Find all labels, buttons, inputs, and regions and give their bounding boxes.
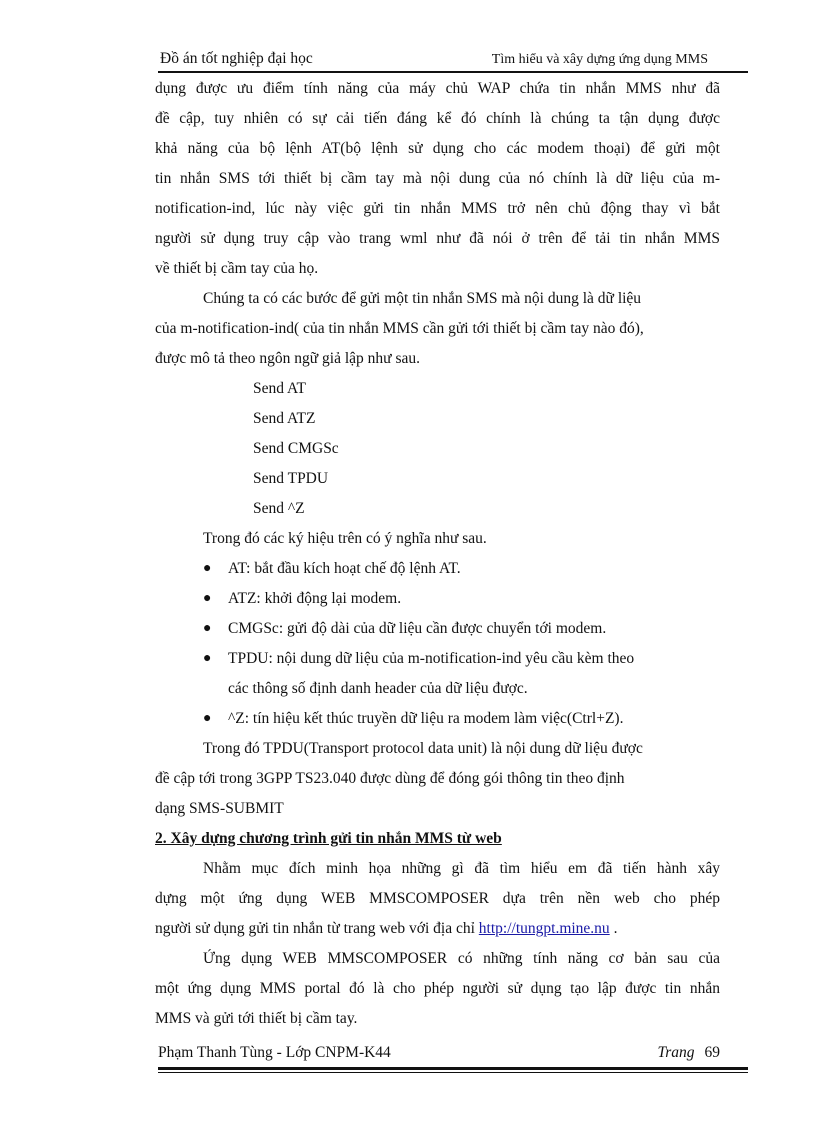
section-heading: 2. Xây dựng chương trình gửi tin nhắn MMS từ web — [155, 830, 502, 847]
bullet-item: ● TPDU: nội dung dữ liệu của m-notification-ind yêu cầu kèm theo — [155, 644, 720, 674]
command-line: Send ^Z — [253, 500, 305, 517]
paragraph-line: Chúng ta có các bước để gửi một tin nhắn SMS mà nội dung là dữ liệu — [203, 290, 642, 307]
paragraph-line: đề cập, tuy nhiên có sự cải tiến đáng kể đó chính là chúng ta tận dụng được — [155, 110, 720, 127]
paragraph-line: dụng được ưu điểm tính năng của máy chủ WAP chứa tin nhắn MMS như đã — [155, 80, 720, 97]
footer-author: Phạm Thanh Tùng - Lớp CNPM-K44 — [158, 1044, 391, 1061]
paragraph-line: MMS và gửi tới thiết bị cầm tay. — [155, 1010, 358, 1027]
footer-page-number: Trang 69 — [657, 1044, 720, 1061]
footer-rule-top — [158, 1067, 748, 1070]
bullet-item: ● CMGSc: gửi độ dài của dữ liệu cần được chuyển tới modem. — [155, 614, 720, 644]
command-line: Send CMGSc — [253, 440, 339, 457]
paragraph-line: người sử dụng gửi tin nhắn từ trang web với địa chỉ http://tungpt.mine.nu . — [155, 920, 618, 937]
header-topic-title: Tìm hiểu và xây dựng ứng dụng MMS — [491, 52, 708, 67]
bullet-dot-icon: ● — [203, 651, 212, 666]
command-line: Send ATZ — [253, 410, 316, 427]
paragraph-line: dựng một ứng dụng WEB MMSCOMPOSER dựa trên nền web cho phép — [155, 890, 720, 907]
paragraph-line: Ứng dụng WEB MMSCOMPOSER có những tính năng cơ bản sau của — [203, 950, 720, 967]
header-thesis-title: Đồ án tốt nghiệp đại học — [160, 50, 313, 67]
bullet-continuation: các thông số định danh header của dữ liệu được. — [228, 680, 528, 697]
bullet-dot-icon: ● — [203, 621, 212, 636]
paragraph-line: Trong đó các ký hiệu trên có ý nghĩa như sau. — [203, 530, 487, 547]
paragraph-line: khả năng của bộ lệnh AT(bộ lệnh sử dụng cho các modem thoại) để gửi một — [155, 140, 720, 157]
website-link[interactable]: http://tungpt.mine.nu — [478, 920, 610, 937]
command-line: Send AT — [253, 380, 306, 397]
paragraph-line: Trong đó TPDU(Transport protocol data unit) là nội dung dữ liệu được — [203, 740, 643, 757]
paragraph-line: một ứng dụng MMS portal đó là cho phép người sử dụng tạo lập được tin nhắn — [155, 980, 720, 997]
paragraph-line: được mô tả theo ngôn ngữ giả lập như sau. — [155, 350, 420, 367]
paragraph-line: về thiết bị cầm tay của họ. — [155, 260, 319, 277]
bullet-dot-icon: ● — [203, 561, 212, 576]
paragraph-line: người sử dụng truy cập vào trang wml như đã nói ở trên để tải tin nhắn MMS — [155, 230, 720, 247]
footer-rule-bottom — [158, 1072, 748, 1073]
page-footer — [158, 1044, 720, 1064]
page-body — [155, 74, 720, 1034]
paragraph-line: notification-ind, lúc này việc gửi tin nhắn MMS trở nên chủ động thay vì bắt — [155, 200, 720, 217]
paragraph-line: tin nhắn SMS tới thiết bị cầm tay mà nội dung của nó chính là dữ liệu của m- — [155, 170, 720, 187]
bullet-item: ● ^Z: tín hiệu kết thúc truyền dữ liệu ra modem làm việc(Ctrl+Z). — [155, 704, 720, 734]
header-rule — [158, 71, 748, 73]
bullet-item: ● ATZ: khởi động lại modem. — [155, 584, 720, 614]
bullet-dot-icon: ● — [203, 711, 212, 726]
paragraph-line: dạng SMS-SUBMIT — [155, 800, 284, 817]
bullet-dot-icon: ● — [203, 591, 212, 606]
paragraph-line: đề cập tới trong 3GPP TS23.040 được dùng để đóng gói thông tin theo định — [155, 770, 625, 787]
page-header — [160, 50, 748, 70]
bullet-item: ● AT: bắt đầu kích hoạt chế độ lệnh AT. — [155, 554, 720, 584]
paragraph-line: của m-notification-ind( của tin nhắn MMS cần gửi tới thiết bị cầm tay nào đó), — [155, 320, 644, 337]
command-line: Send TPDU — [253, 470, 329, 487]
paragraph-line: Nhằm mục đích minh họa những gì đã tìm hiểu em đã tiến hành xây — [203, 860, 720, 877]
